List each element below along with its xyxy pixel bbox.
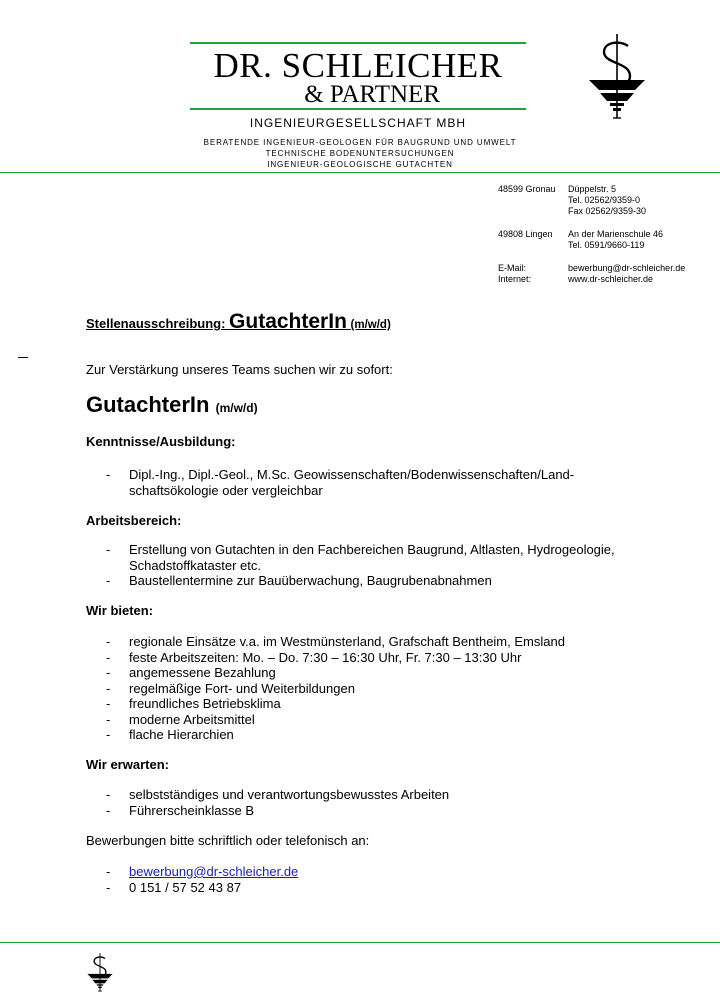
posting-job-title: GutachterIn [229,310,347,333]
list-marker: - [106,467,111,482]
list-item [106,650,565,666]
office-street: An der Marienschule 46 [568,229,664,239]
company-logo-text [190,42,526,130]
list-erwarten [106,787,449,818]
office-city: 48599 Gronau [498,184,556,194]
tagline: INGENIEUR-GEOLOGISCHE GUTACHTEN [267,160,453,169]
list-marker: - [106,864,111,879]
footer-divider [0,942,720,943]
list-item-text: Erstellung von Gutachten in den Fachbereichen Baugrund, Altlasten, Hydrogeologie, [129,542,615,557]
logo-top-rule [190,42,526,44]
list-marker: - [106,665,111,680]
company-type: INGENIEURGESELLSCHAFT MBH [249,116,467,130]
intro-text: Zur Verstärkung unseres Teams suchen wir zu sofort: [86,362,393,377]
office-tel: Tel. 0591/9660-119 [568,240,645,250]
application-phone: 0 151 / 57 52 43 87 [129,879,242,895]
list-item-text: Führerscheinklasse B [129,802,254,818]
list-marker: - [106,634,111,649]
list-item [106,803,449,819]
office-fax: Fax 02562/9359-30 [568,206,647,216]
header-divider [0,172,720,173]
list-item [106,880,298,896]
list-item [106,467,574,498]
list-item-text: Schadstoffkataster etc. [129,557,261,573]
posting-label: Stellenausschreibung: [86,316,226,331]
dollar-ground-symbol-icon [586,32,648,129]
job-heading-gender: (m/w/d) [215,401,258,415]
company-name: DR. SCHLEICHER [213,46,503,85]
list-kenntnisse [106,467,574,498]
list-item [106,634,565,650]
list-item [106,665,565,681]
list-marker: - [106,802,111,818]
list-item [106,712,565,728]
section-heading-erwarten: Wir erwarten: [86,757,169,772]
tagline: BERATENDE INGENIEUR-GEOLOGEN FÜR BAUGRUND UND UMWELT [203,138,517,147]
letterhead [0,0,720,180]
list-bieten [106,634,565,743]
company-partner: & PARTNER [304,81,440,108]
list-item [106,727,565,743]
section-heading-kenntnisse: Kenntnisse/Ausbildung: [86,434,236,449]
list-item-text: feste Arbeitszeiten: Mo. – Do. 7:30 – 16:30 Uhr, Fr. 7:30 – 13:30 Uhr [129,649,522,665]
list-arbeitsbereich [106,542,615,589]
office-street: Düppelstr. 5 [568,184,617,194]
list-marker: - [106,542,111,557]
address-block [498,184,685,285]
application-email-link[interactable]: bewerbung@dr-schleicher.de [129,864,299,879]
list-item-text: selbstständiges und verantwortungsbewusstes Arbeiten [129,787,450,802]
list-marker: - [106,573,111,588]
email-label: E-Mail: [498,263,527,273]
list-item-text: Dipl.-Ing., Dipl.-Geol., M.Sc. Geowissenschaften/Bodenwissenschaften/Land- [129,467,575,482]
tagline: TECHNISCHE BODENUNTERSUCHUNGEN [265,149,455,158]
list-marker: - [106,649,111,665]
list-item [106,696,565,712]
list-marker: - [106,680,111,696]
list-marker: - [106,711,111,727]
list-contact [106,864,298,895]
list-item [106,573,615,589]
footer-logo-icon [86,950,114,1000]
list-item [106,864,298,880]
list-item [106,787,449,803]
email-address: bewerbung@dr-schleicher.de [568,263,686,273]
list-item [106,681,565,697]
list-item [106,542,615,573]
website-address: www.dr-schleicher.de [568,274,654,284]
logo-bottom-rule [190,108,526,110]
job-heading-title: GutachterIn [86,392,210,417]
fold-mark [18,357,28,358]
list-item-text: freundliches Betriebsklima [129,696,281,711]
section-heading-arbeitsbereich: Arbeitsbereich: [86,513,182,528]
list-item-text: Baustellentermine zur Bauüberwachung, Baugrubenabnahmen [129,573,492,588]
list-marker: - [106,727,111,742]
office-tel: Tel. 02562/9359-0 [568,195,641,205]
application-instructions: Bewerbungen bitte schriftlich oder telefonisch an: [86,833,370,848]
list-marker: - [106,879,111,895]
list-item-text: angemessene Bezahlung [129,665,276,680]
list-item-text: flache Hierarchien [129,727,234,742]
internet-label: Internet: [498,274,532,284]
posting-title [86,310,391,334]
list-item-text: moderne Arbeitsmittel [129,711,255,727]
list-marker: - [106,696,111,711]
job-heading [86,392,258,418]
company-taglines [150,137,570,170]
list-item-text: regionale Einsätze v.a. im Westmünsterland, Grafschaft Bentheim, Emsland [129,634,565,649]
section-heading-bieten: Wir bieten: [86,603,154,618]
posting-gender: (m/w/d) [350,319,391,331]
list-marker: - [106,787,111,802]
list-item-text: regelmäßige Fort- und Weiterbildungen [129,680,355,696]
list-item-text: schaftsökologie oder vergleichbar [129,482,323,498]
office-city: 49808 Lingen [498,229,553,239]
